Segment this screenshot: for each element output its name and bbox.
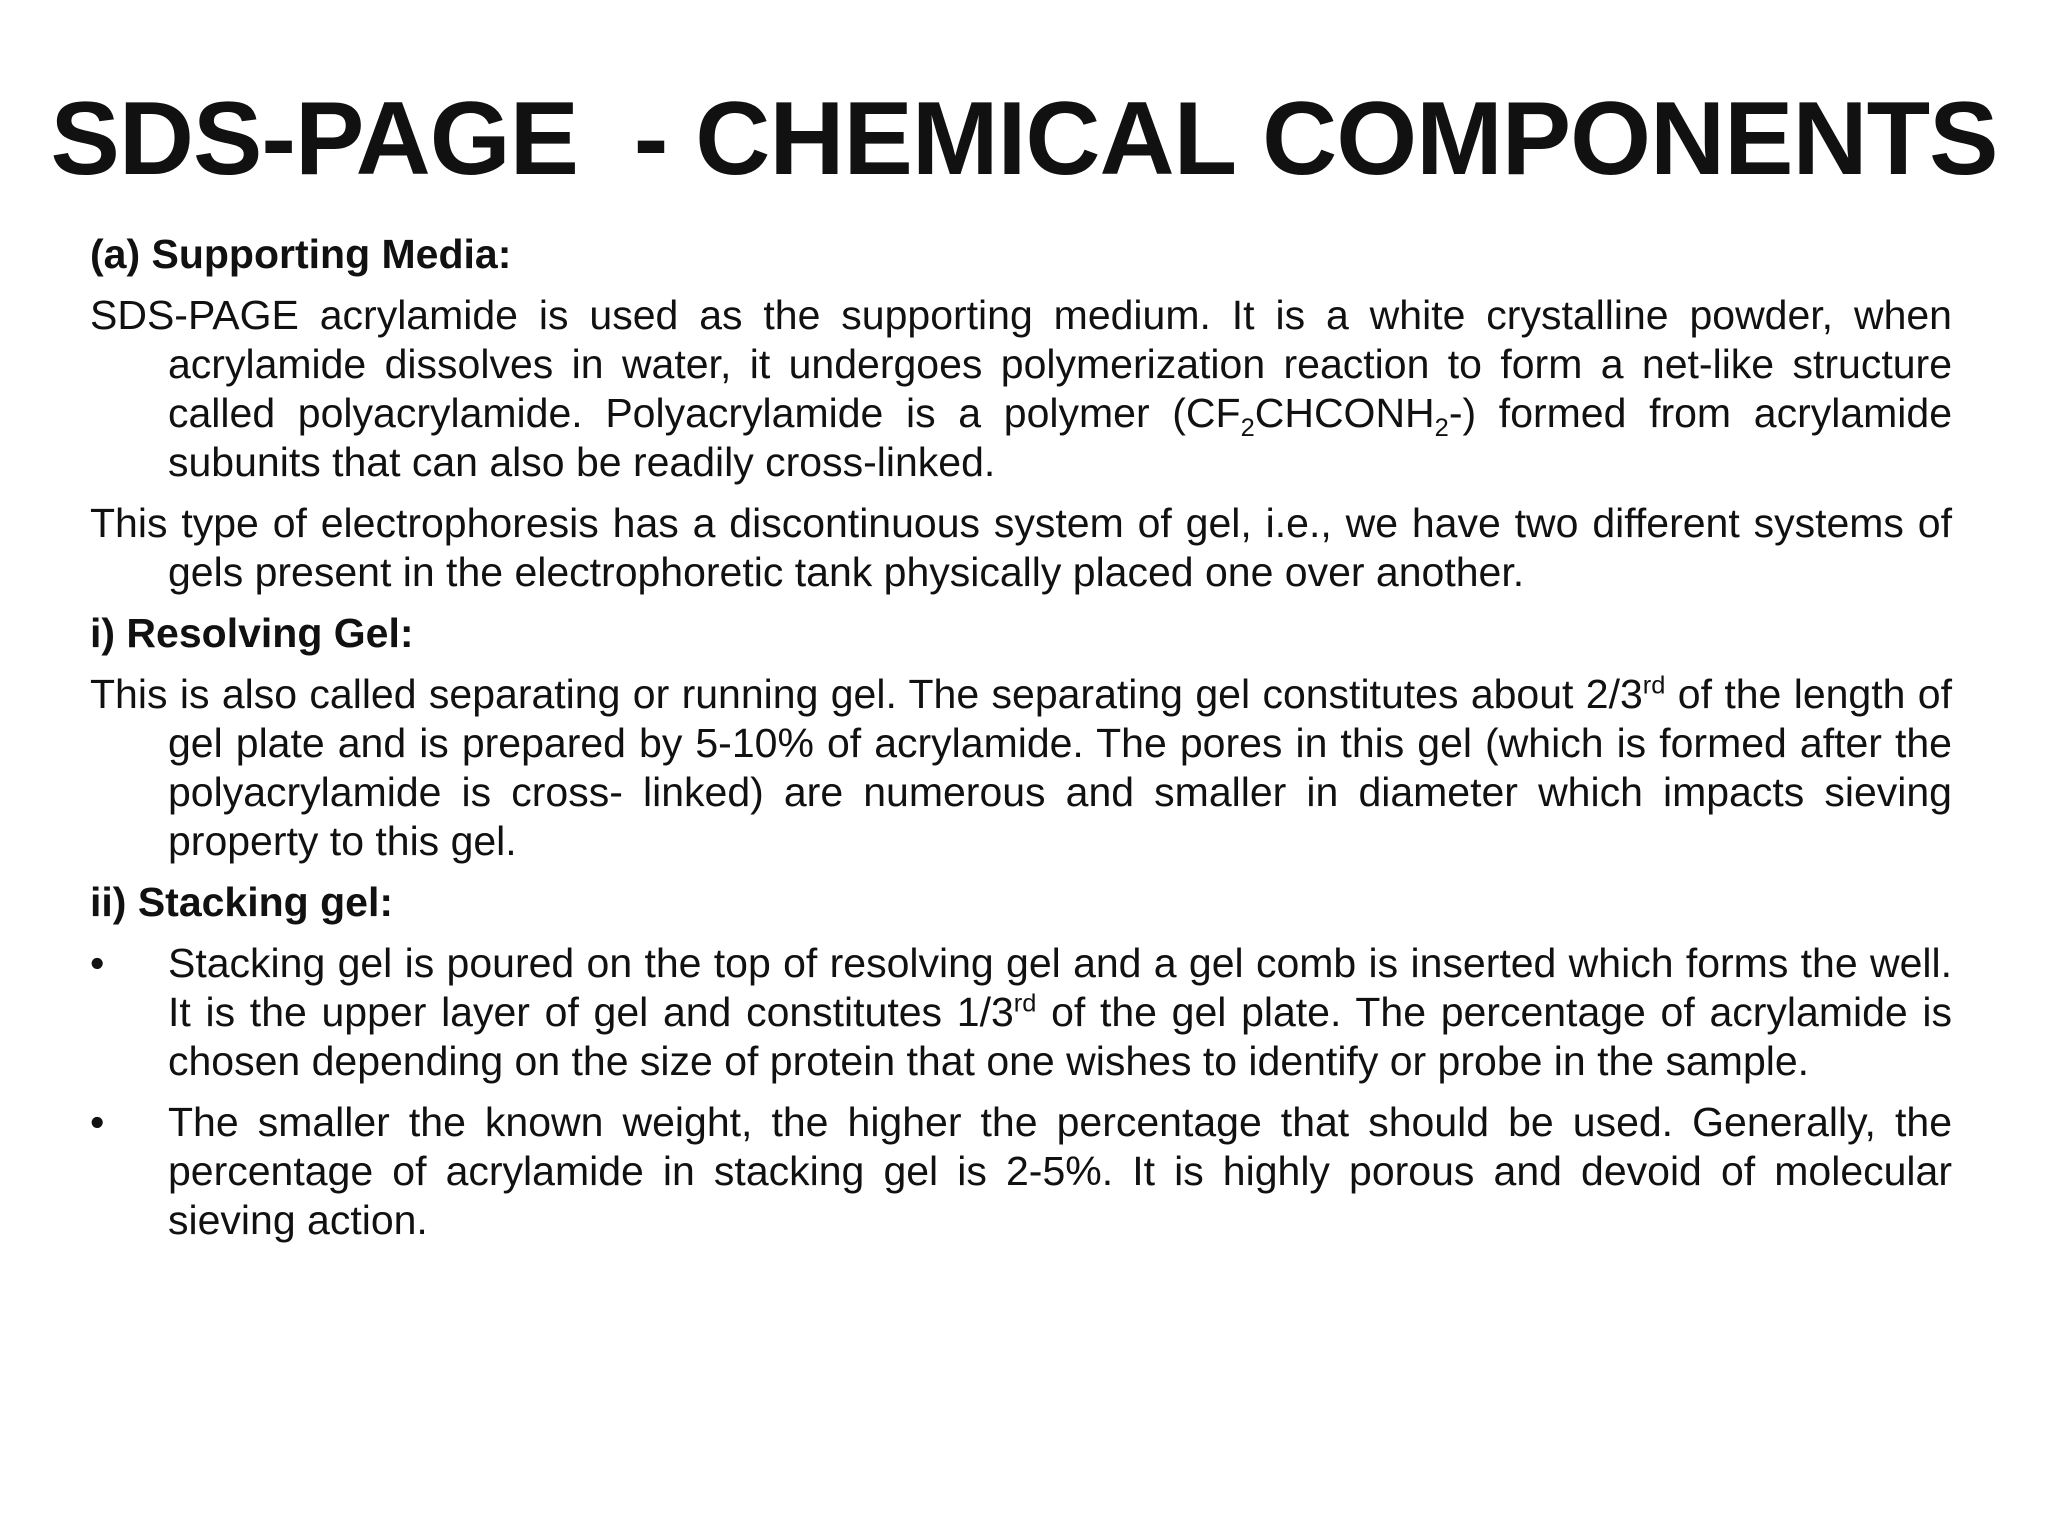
subscript: 2 xyxy=(1434,414,1449,443)
slide-body xyxy=(90,230,1952,1257)
paragraph-text: This is also called separating or running gel. The separating gel constitutes about 2/3 xyxy=(90,671,1643,717)
bullet-text: of the gel plate. The percentage of acrylamide is chosen depending on the size of protein that one wishes to identify or probe in the sample. xyxy=(168,989,1953,1084)
paragraph-text: -) formed from acrylamide subunits that can also be readily cross-linked. xyxy=(168,390,1953,485)
paragraph-text: SDS-PAGE acrylamide is used as the supporting medium. It is a white crystalline powder, when acrylamide dissolves in water, it undergoes polymerization reaction to form a net-like structure called polyacrylamide. Polyacrylamide is a polymer (CF xyxy=(90,292,1952,436)
heading-stacking-gel: ii) Stacking gel: xyxy=(90,879,393,925)
bullet-item-stacking-gel xyxy=(90,939,1952,1086)
paragraph-resolving-gel xyxy=(90,670,1952,866)
paragraph-text: CHCONH xyxy=(1254,390,1435,436)
paragraph-discontinuous-system: This type of electrophoresis has a discontinuous system of gel, i.e., we have two different systems of gels present in the electrophoretic tank physically placed one over another. xyxy=(90,500,1952,595)
paragraph-supporting-medium xyxy=(90,291,1952,487)
paragraph-text: of the length of gel plate and is prepared by 5-10% of acrylamide. The pores in this gel (which is formed after the polyacrylamide is cross- linked) are numerous and smaller in diameter which impacts sieving property to this gel. xyxy=(168,671,1952,864)
bullet-icon: • xyxy=(90,940,105,986)
bullet-item-acrylamide-percentage xyxy=(90,1098,1952,1245)
bullet-text: Stacking gel is poured on the top of resolving gel and a gel comb is inserted which forms the well. It is the upper layer of gel and constitutes 1/3 xyxy=(168,940,1952,1035)
heading-resolving-gel: i) Resolving Gel: xyxy=(90,610,414,656)
subscript: 2 xyxy=(1240,414,1255,443)
superscript: rd xyxy=(1642,671,1666,700)
slide-title: SDS-PAGE - CHEMICAL COMPONENTS xyxy=(50,81,1998,197)
bullet-text: The smaller the known weight, the higher the percentage that should be used. Generally, the percentage of acrylamide in stacking gel is 2-5%. It is highly porous and devoid of molecular sieving action. xyxy=(168,1099,1952,1243)
bullet-icon: • xyxy=(90,1099,105,1145)
superscript: rd xyxy=(1013,989,1037,1018)
heading-supporting-media: (a) Supporting Media: xyxy=(90,231,512,277)
